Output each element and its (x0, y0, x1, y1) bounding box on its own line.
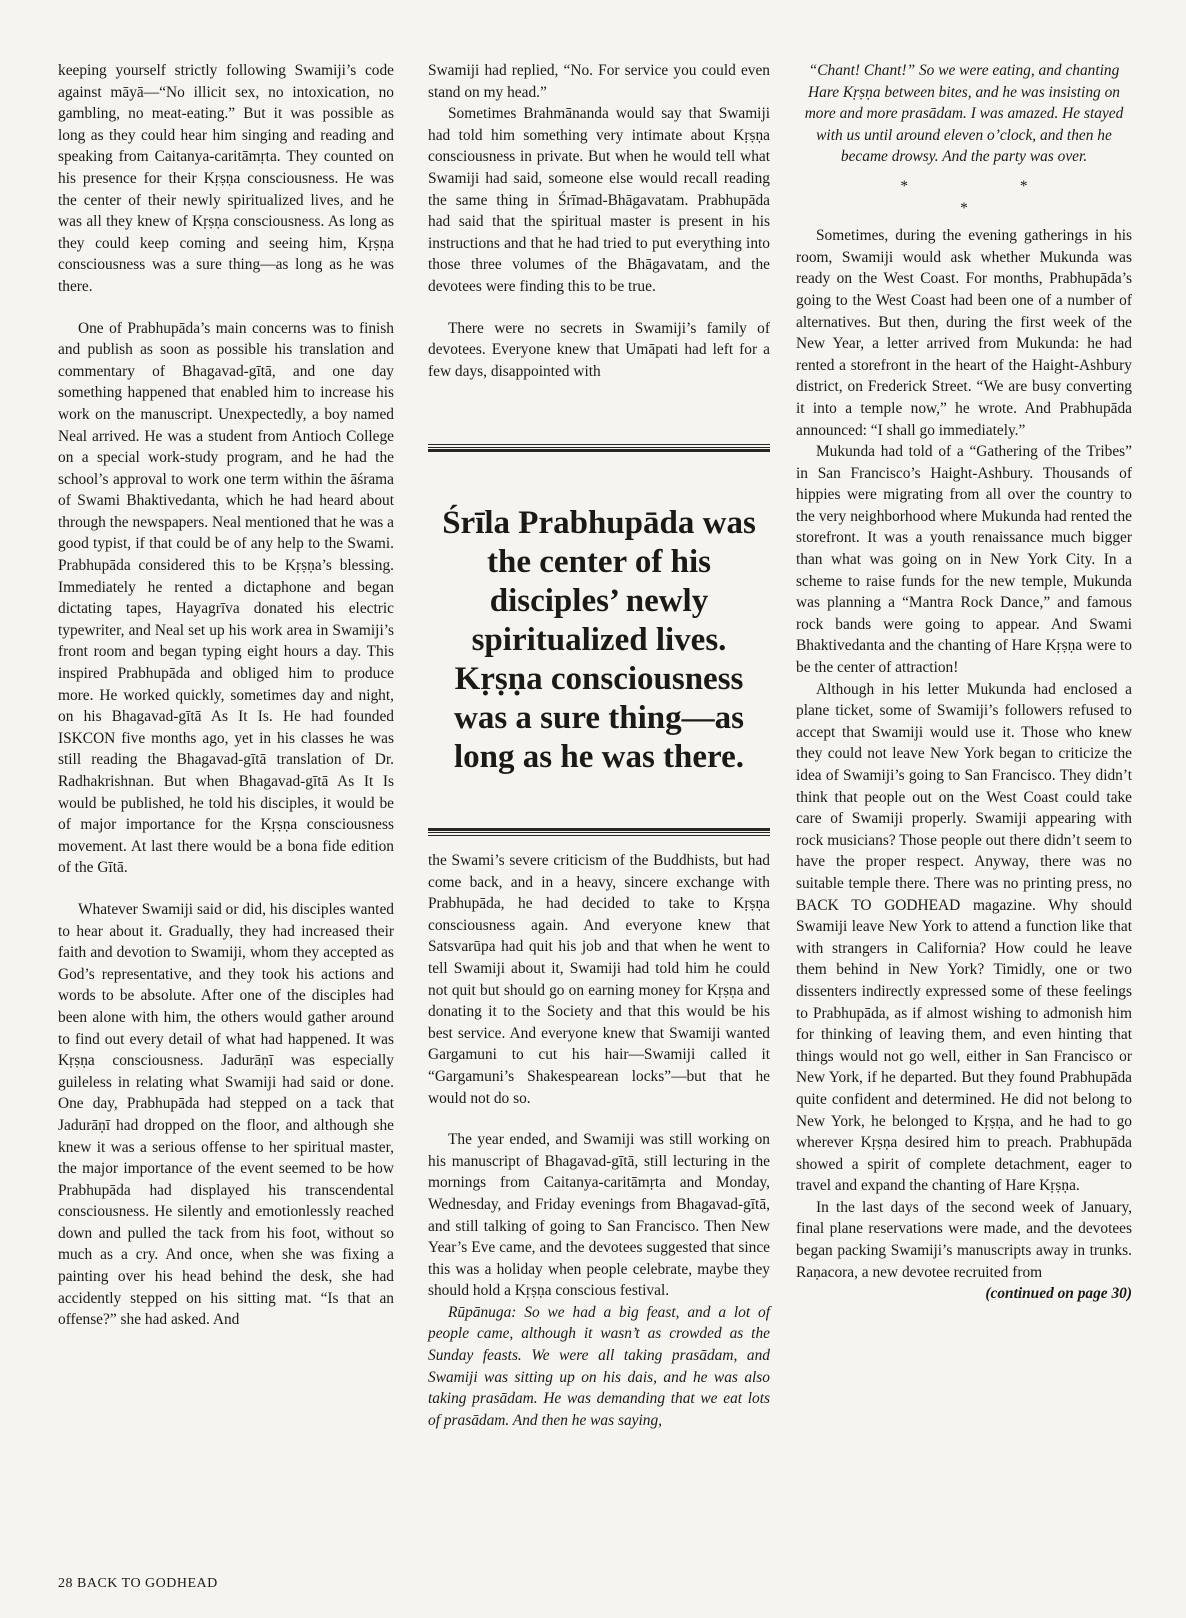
pull-quote-text: Śrīla Prabhupāda was the center of his disciples’ newly spiritualized lives. Kṛṣṇa consciousness was a sure thing—as long as he was there. (428, 449, 770, 831)
page-number: 28 (58, 1576, 73, 1591)
continued-note: (continued on page 30) (985, 1285, 1132, 1303)
paragraph: One of Prabhupāda’s main concerns was to finish and publish as soon as possible his translation and commentary of Bhagavad-gītā, and one day something happened that enabled him to increase his work on the manuscript. Unexpectedly, a boy named Neal arrived. He was a student from Antioch College on a special work-study program, and he had the school’s approval to work one term within the āśrama of Swami Bhaktivedanta, which he had heard about through the newspapers. Neal mentioned that he was a good typist, if that could be of any help to the Swami. Prabhupāda considered this to be Kṛṣṇa’s blessing. Immediately he rented a dictaphone and began dictating tapes, Hayagrīva donated his electric typewriter, and Neal set up his work area in Swamiji’s front room and began typing eight hours a day. This inspired Prabhupāda and obliged him to produce more. He worked quickly, sometimes day and night, on his Bhagavad-gītā As It Is. He had founded ISKCON five months ago, yet in his classes he was still reading the Bhagavad-gītā translation of Dr. Radhakrishnan. But when Bhagavad-gītā As It Is would be published, he told his disciples, it would be of major importance for the Kṛṣṇa consciousness movement. At last there would be a bona fide edition of the Gītā. (58, 319, 394, 877)
column-2-bottom (428, 850, 770, 1431)
paragraph: Whatever Swamiji said or did, his disciples wanted to hear about it. Gradually, they had increased their faith and devotion to Swamiji, whom they accepted as God’s representative, and they took his actions and words to be absolute. After one of the disciples had been alone with him, the others would gather around to find out every detail of what had happened. It was Kṛṣṇa consciousness. Jadurāṇī was especially guileless in relating what Swamiji had said or done. One day, Prabhupāda had stepped on a tack that Jadurāṇī had dropped on the floor, and although she knew it was a serious offense to her spiritual master, the major importance of the event seemed to be how Prabhupāda had displayed his transcendental consciousness. He silently and emotionlessly reached down and pulled the tack from his foot, without so much as a cry. And once, when she was fixing a painting over his head behind the desk, she had accidently stepped on his sitting mat. “Is that an offense?” she had asked. And (58, 900, 394, 1329)
paragraph: There were no secrets in Swamiji’s family of devotees. Everyone knew that Umāpati had left for a few days, disappointed with (428, 319, 770, 380)
column-2-top (428, 60, 770, 382)
column-1 (58, 60, 394, 1331)
paragraph: Rūpānuga: So we had a big feast, and a lot of people came, although it wasn’t as crowded as the Sunday feasts. We were all taking prasādam, and Swamiji was sitting up on his dais, and he was also taking prasādam. He was demanding that we eat lots of prasādam. And then he was saying, (428, 1303, 770, 1429)
section-break: * * * (900, 177, 1082, 217)
paragraph: Sometimes Brahmānanda would say that Swamiji had told him something very intimate about Kṛṣṇa consciousness in private. But when he would tell what Swamiji had said, someone else would recall reading the same thing in Śrīmad-Bhāgavatam. Prabhupāda had said that the spiritual master is present in his instructions and that he had tried to put everything into those three volumes of the Bhāgavatam, and the devotees were finding this to be true. (428, 105, 770, 295)
quote-continuation: “Chant! Chant!” So we were eating, and chanting Hare Kṛṣṇa between bites, and he was insisting on more and more prasādam. I was amazed. He stayed with us until around eleven o’clock, and then he became drowsy. And the party was over. (804, 62, 1124, 166)
paragraph: the Swami’s severe criticism of the Buddhists, but had come back, and in a heavy, sincere exchange with Prabhupāda, he had decided to take to Kṛṣṇa consciousness again. And everyone knew that Satsvarūpa had quit his job and that when he went to tell Swamiji about it, Swamiji had told him he could not quit but should go on earning money for Kṛṣṇa and donating it to the Society and that this would be his best service. And everyone knew that Swamiji wanted Gargamuni to cut his hair—Swamiji called it “Gargamuni’s Shakespearean locks”—but that he would not do so. (428, 852, 770, 1107)
paragraph: In the last days of the second week of January, final plane reservations were made, and the devotees began packing Swamiji’s manuscripts away in trunks. Raṇacora, a new devotee recruited from (796, 1198, 1132, 1281)
paragraph: Although in his letter Mukunda had enclosed a plane ticket, some of Swamiji’s followers refused to accept that Swamiji would use it. Those who knew they could not leave New York began to criticize the idea of Swamiji’s going to San Francisco. They didn’t think that people out on the West Coast could take care of Swamiji properly. Swamiji appearing with rock musicians? Those people out there didn’t seem to have the proper respect. Anyway, there was no suitable temple there. There was no printing press, no BACK TO GODHEAD magazine. Why should Swamiji leave New York to attend a function like that with strangers in California? How could he leave them behind in New York? Timidly, one or two dissenters indirectly expressed some of these feelings to Prabhupāda, as if almost wishing to admonish him for thinking of leaving them, and even hinting that things would not go well, either in San Francisco or New York, if he departed. But they found Prabhupāda quite confident and determined. He did not belong to New York, he belonged to Kṛṣṇa, and he had to go wherever Kṛṣṇa desired him to preach. Prabhupāda showed a spirit of complete detachment, eager to travel and expand the chanting of Hare Kṛṣṇa. (796, 680, 1132, 1195)
page-footer (58, 1576, 218, 1592)
paragraph: The year ended, and Swamiji was still working on his manuscript of Bhagavad-gītā, still lecturing in the mornings from Caitanya-caritāmṛta and Monday, Wednesday, and Friday evenings from Bhagavad-gītā, and still talking of going to San Francisco. Then New Year’s Eve came, and the devotees suggested that since this was a holiday when people celebrate, maybe they should hold a Kṛṣṇa conscious festival. (428, 1131, 770, 1300)
paragraph: Sometimes, during the evening gatherings in his room, Swamiji would ask whether Mukunda was ready on the West Coast. For months, Prabhupāda’s going to the West Coast had been one of a number of alternatives. But then, during the first week of the New Year, a letter arrived from Mukunda: he had rented a storefront in the heart of the Haight-Ashbury district, on Frederick Street. “We are busy converting it into a temple now,” he wrote. And Prabhupāda announced: “I shall go immediately.” (796, 227, 1132, 439)
paragraph: Swamiji had replied, “No. For service you could even stand on my head.” (428, 62, 770, 101)
paragraph: Mukunda had told of a “Gathering of the Tribes” in San Francisco’s Haight-Ashbury. Thousands of hippies were migrating from all over the country to the very neighborhood where Mukunda had rented the storefront. It was a youth renaissance much bigger than what was going on in New York City. In a scheme to raise funds for the new temple, Mukunda was planning a “Mantra Rock Dance,” and famous rock bands were going to appear. And Swami Bhaktivedanta and the chanting of Hare Kṛṣṇa were to be the center of attraction! (796, 443, 1132, 677)
pull-quote-box (428, 444, 770, 836)
column-3 (796, 60, 1132, 1305)
paragraph: keeping yourself strictly following Swamiji’s code against māyā—“No illicit sex, no intoxication, no gambling, no meat-eating.” But it was possible as long as they could hear him singing and reading and speaking from Caitanya-caritāmṛta. They counted on his presence for their Kṛṣṇa consciousness. He was the center of their newly spiritualized lives, and he was all they knew of Kṛṣṇa consciousness. As long as they could keep coming and seeing him, Kṛṣṇa consciousness was a sure thing—as long as he was there. (58, 62, 394, 295)
magazine-name: BACK TO GODHEAD (77, 1576, 218, 1591)
